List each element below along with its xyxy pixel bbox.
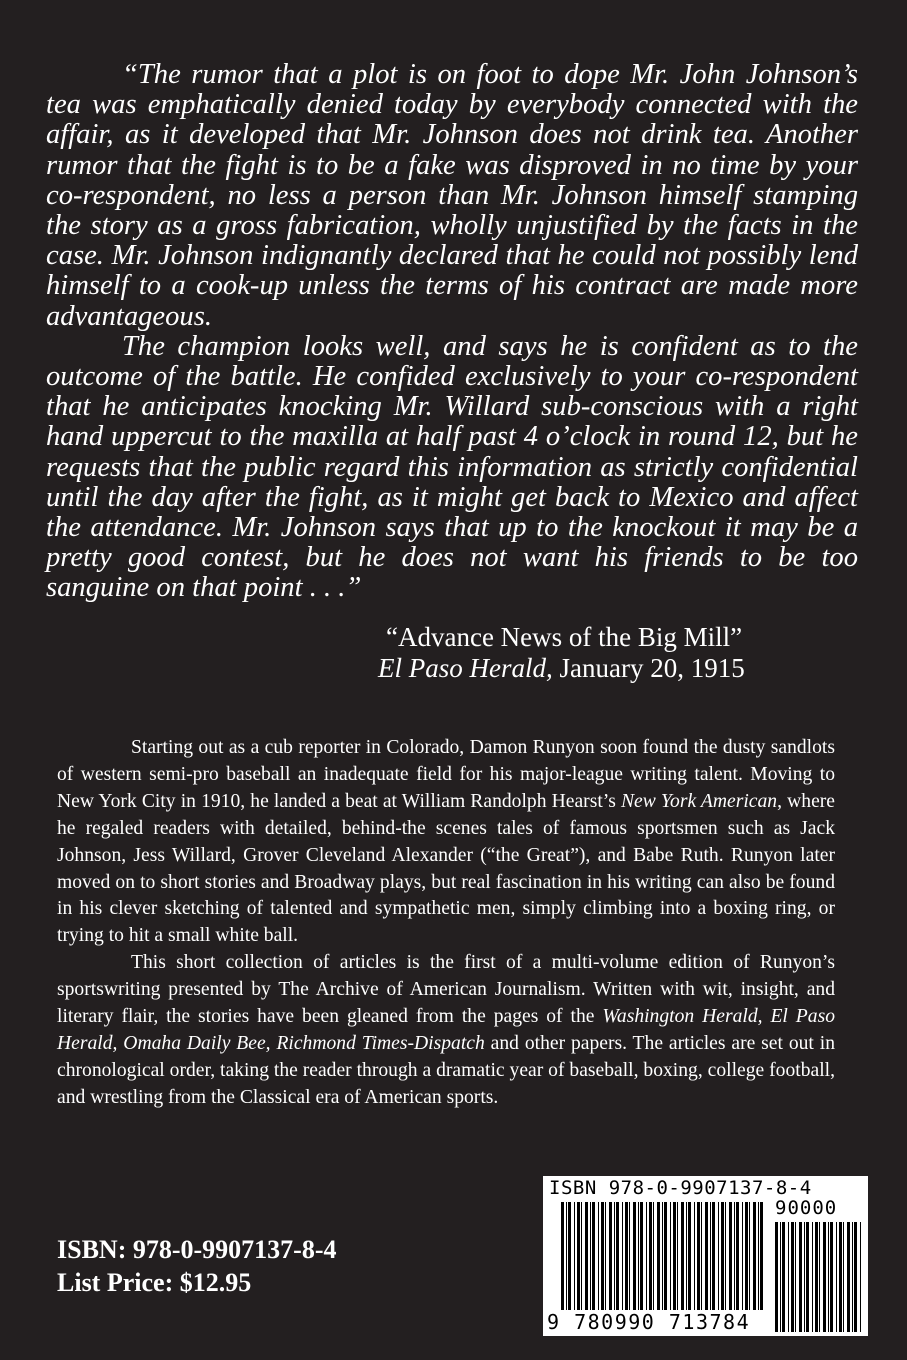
publication-title: New York American xyxy=(620,790,778,812)
barcode-bar xyxy=(854,1222,857,1332)
barcode-bar xyxy=(718,1202,719,1310)
barcode-bar xyxy=(847,1222,850,1332)
barcode-bar xyxy=(839,1222,842,1332)
barcode-bar xyxy=(646,1202,647,1310)
barcode-bar xyxy=(622,1202,623,1310)
barcode-bar xyxy=(561,1202,564,1310)
barcode-bar xyxy=(701,1202,702,1310)
barcode-bar xyxy=(638,1202,639,1310)
barcode-bar xyxy=(788,1222,789,1332)
barcode-bar xyxy=(852,1222,853,1332)
barcode-bar xyxy=(694,1202,695,1310)
description-text: and other papers. The articles are set out in chronological order, taking the reader through a dramatic year of baseball, boxing, college football, and wrestling from the Classical era of American sports. xyxy=(57,1032,835,1108)
description-paragraph-2 xyxy=(57,950,835,1111)
barcode-bar xyxy=(812,1222,813,1332)
barcode-ean-digits: 9 780990 713784 xyxy=(547,1310,751,1334)
barcode-bar xyxy=(697,1202,700,1310)
barcode-bar xyxy=(712,1202,715,1310)
barcode-bar xyxy=(629,1202,630,1310)
attribution-newspaper: El Paso Herald, xyxy=(378,653,553,683)
barcode-bar xyxy=(823,1222,826,1332)
book-description xyxy=(57,735,835,1112)
barcode-bar xyxy=(585,1202,588,1310)
quote-paragraph-2: The champion looks well, and says he is confident as to the outcome of the battle. He confided exclusively to your co-respondent that he anticipates knocking Mr. Willard sub-conscious with a right hand uppercut to the maxilla at half past 4 o’clock in round 12, but he requests that the public regard this information as strictly confidential until the day after the fight, as it might get back to Mexico and affect the attendance. Mr. Johnson says that up to the knockout it may be a pretty good contest, but he does not want his friends to be too sanguine on that point . . .” xyxy=(46,330,858,604)
barcode-bar xyxy=(745,1202,748,1310)
barcode-bar xyxy=(819,1222,820,1332)
description-text: , where he regaled readers with detailed, behind-the scenes tales of famous sportsmen such as Jack Johnson, Jess Willard, Grover Cleveland Alexander (“the Great”), and Babe Ruth. Runyon later moved on to short stories and Broadway plays, but real fascination in his writing can also be found in his clever sketching of talented and sympathetic men, simply climbing into a boxing ring, or trying to hit a small white ball. xyxy=(57,790,835,947)
pricing-info xyxy=(57,1233,337,1299)
barcode-bar xyxy=(616,1202,619,1310)
barcode-bar xyxy=(843,1222,844,1332)
barcode-bar xyxy=(664,1202,667,1310)
quote-paragraph-1: “The rumor that a plot is on foot to dope Mr. John Johnson’s tea was emphatically denied today by everybody connected with the affair, as it developed that Mr. Johnson does not drink tea. Another rumor that the fight is to be a fake was disproved in no time by your co-respondent, no less a person than Mr. Johnson himself stamping the story as a gross fabrication, wholly unjustified by the facts in the case. Mr. Johnson indignantly declared that he could not possibly lend himself to a cook-up unless the terms of his contract are made more advantageous. xyxy=(46,59,858,332)
barcode-bar xyxy=(662,1202,663,1310)
barcode-bar xyxy=(828,1222,829,1332)
list-price: List Price: $12.95 xyxy=(57,1268,252,1297)
barcode-bar xyxy=(758,1202,759,1310)
barcode-bar xyxy=(799,1222,802,1332)
barcode-bar xyxy=(657,1202,660,1310)
isbn-barcode xyxy=(543,1176,868,1336)
barcode-bar xyxy=(753,1202,756,1310)
featured-quote xyxy=(46,60,858,604)
barcode-bar xyxy=(836,1222,837,1332)
barcode-isbn-label: ISBN 978-0-9907137-8-4 xyxy=(549,1177,812,1199)
description-text: Starting out as a cub reporter in Colorado, Damon Runyon soon found the dusty sandlots of western semi-pro baseball an inadequate field for his major-league writing talent. Moving to New York City in 1910, he landed a beat at William Randolph Hearst’s xyxy=(57,737,835,812)
barcode-bar xyxy=(590,1202,591,1310)
barcode-bar xyxy=(749,1202,750,1310)
barcode-bar xyxy=(609,1202,612,1310)
barcode-bar xyxy=(653,1202,654,1310)
description-text: This short collection of articles is the first of a multi-volume edition of Runyon’s sportswriting presented by The Archive of American Journalism. Written with wit, insight, and literary flair, the stories have been gleaned from the pages of the xyxy=(57,952,835,1028)
barcode-bar xyxy=(633,1202,636,1310)
barcode-bar xyxy=(742,1202,743,1310)
attribution-date: January 20, 1915 xyxy=(552,653,745,683)
barcode-bar xyxy=(705,1202,708,1310)
barcode-bar xyxy=(574,1202,575,1310)
barcode-bar xyxy=(581,1202,582,1310)
barcode-bar xyxy=(710,1202,711,1310)
barcode-bar xyxy=(670,1202,671,1310)
barcode-bar xyxy=(780,1222,781,1332)
barcode-bar xyxy=(721,1202,724,1310)
barcode-bar xyxy=(598,1202,599,1310)
publication-titles: Washington Herald, El Paso Herald, Omaha Daily Bee, Richmond Times-Dispatch xyxy=(57,1006,835,1054)
barcode-bar xyxy=(601,1202,604,1310)
barcode-bar xyxy=(577,1202,580,1310)
barcode-bar xyxy=(815,1222,818,1332)
barcode-bar xyxy=(688,1202,691,1310)
barcode-bar xyxy=(640,1202,643,1310)
barcode-bar xyxy=(791,1222,794,1332)
barcode-bar xyxy=(804,1222,805,1332)
barcode-bar xyxy=(830,1222,833,1332)
quote-attribution xyxy=(378,622,798,684)
barcode-bar xyxy=(592,1202,595,1310)
barcode-bar xyxy=(775,1222,778,1332)
barcode-bar xyxy=(782,1222,785,1332)
attribution-article-title: “Advance News of the Big Mill” xyxy=(386,622,743,652)
barcode-bar xyxy=(605,1202,606,1310)
barcode-bar xyxy=(729,1202,732,1310)
isbn-number: ISBN: 978-0-9907137-8-4 xyxy=(57,1235,337,1264)
barcode-bar xyxy=(625,1202,628,1310)
barcode-bar xyxy=(686,1202,687,1310)
barcode-bar xyxy=(806,1222,809,1332)
barcode-bar xyxy=(681,1202,684,1310)
barcode-bar xyxy=(795,1222,796,1332)
barcode-bar xyxy=(734,1202,735,1310)
barcode-bar xyxy=(614,1202,615,1310)
barcode-bar xyxy=(725,1202,726,1310)
barcode-bar xyxy=(568,1202,571,1310)
barcode-bar xyxy=(677,1202,678,1310)
barcode-bar xyxy=(673,1202,676,1310)
description-paragraph-1 xyxy=(57,735,835,950)
barcode-addon-digits: 90000 xyxy=(775,1197,838,1219)
attribution-source xyxy=(378,653,798,684)
barcode-bar xyxy=(760,1202,763,1310)
barcode-bar xyxy=(736,1202,739,1310)
barcode-bar xyxy=(649,1202,652,1310)
barcode-bar xyxy=(566,1202,567,1310)
barcode-bar xyxy=(860,1222,861,1332)
